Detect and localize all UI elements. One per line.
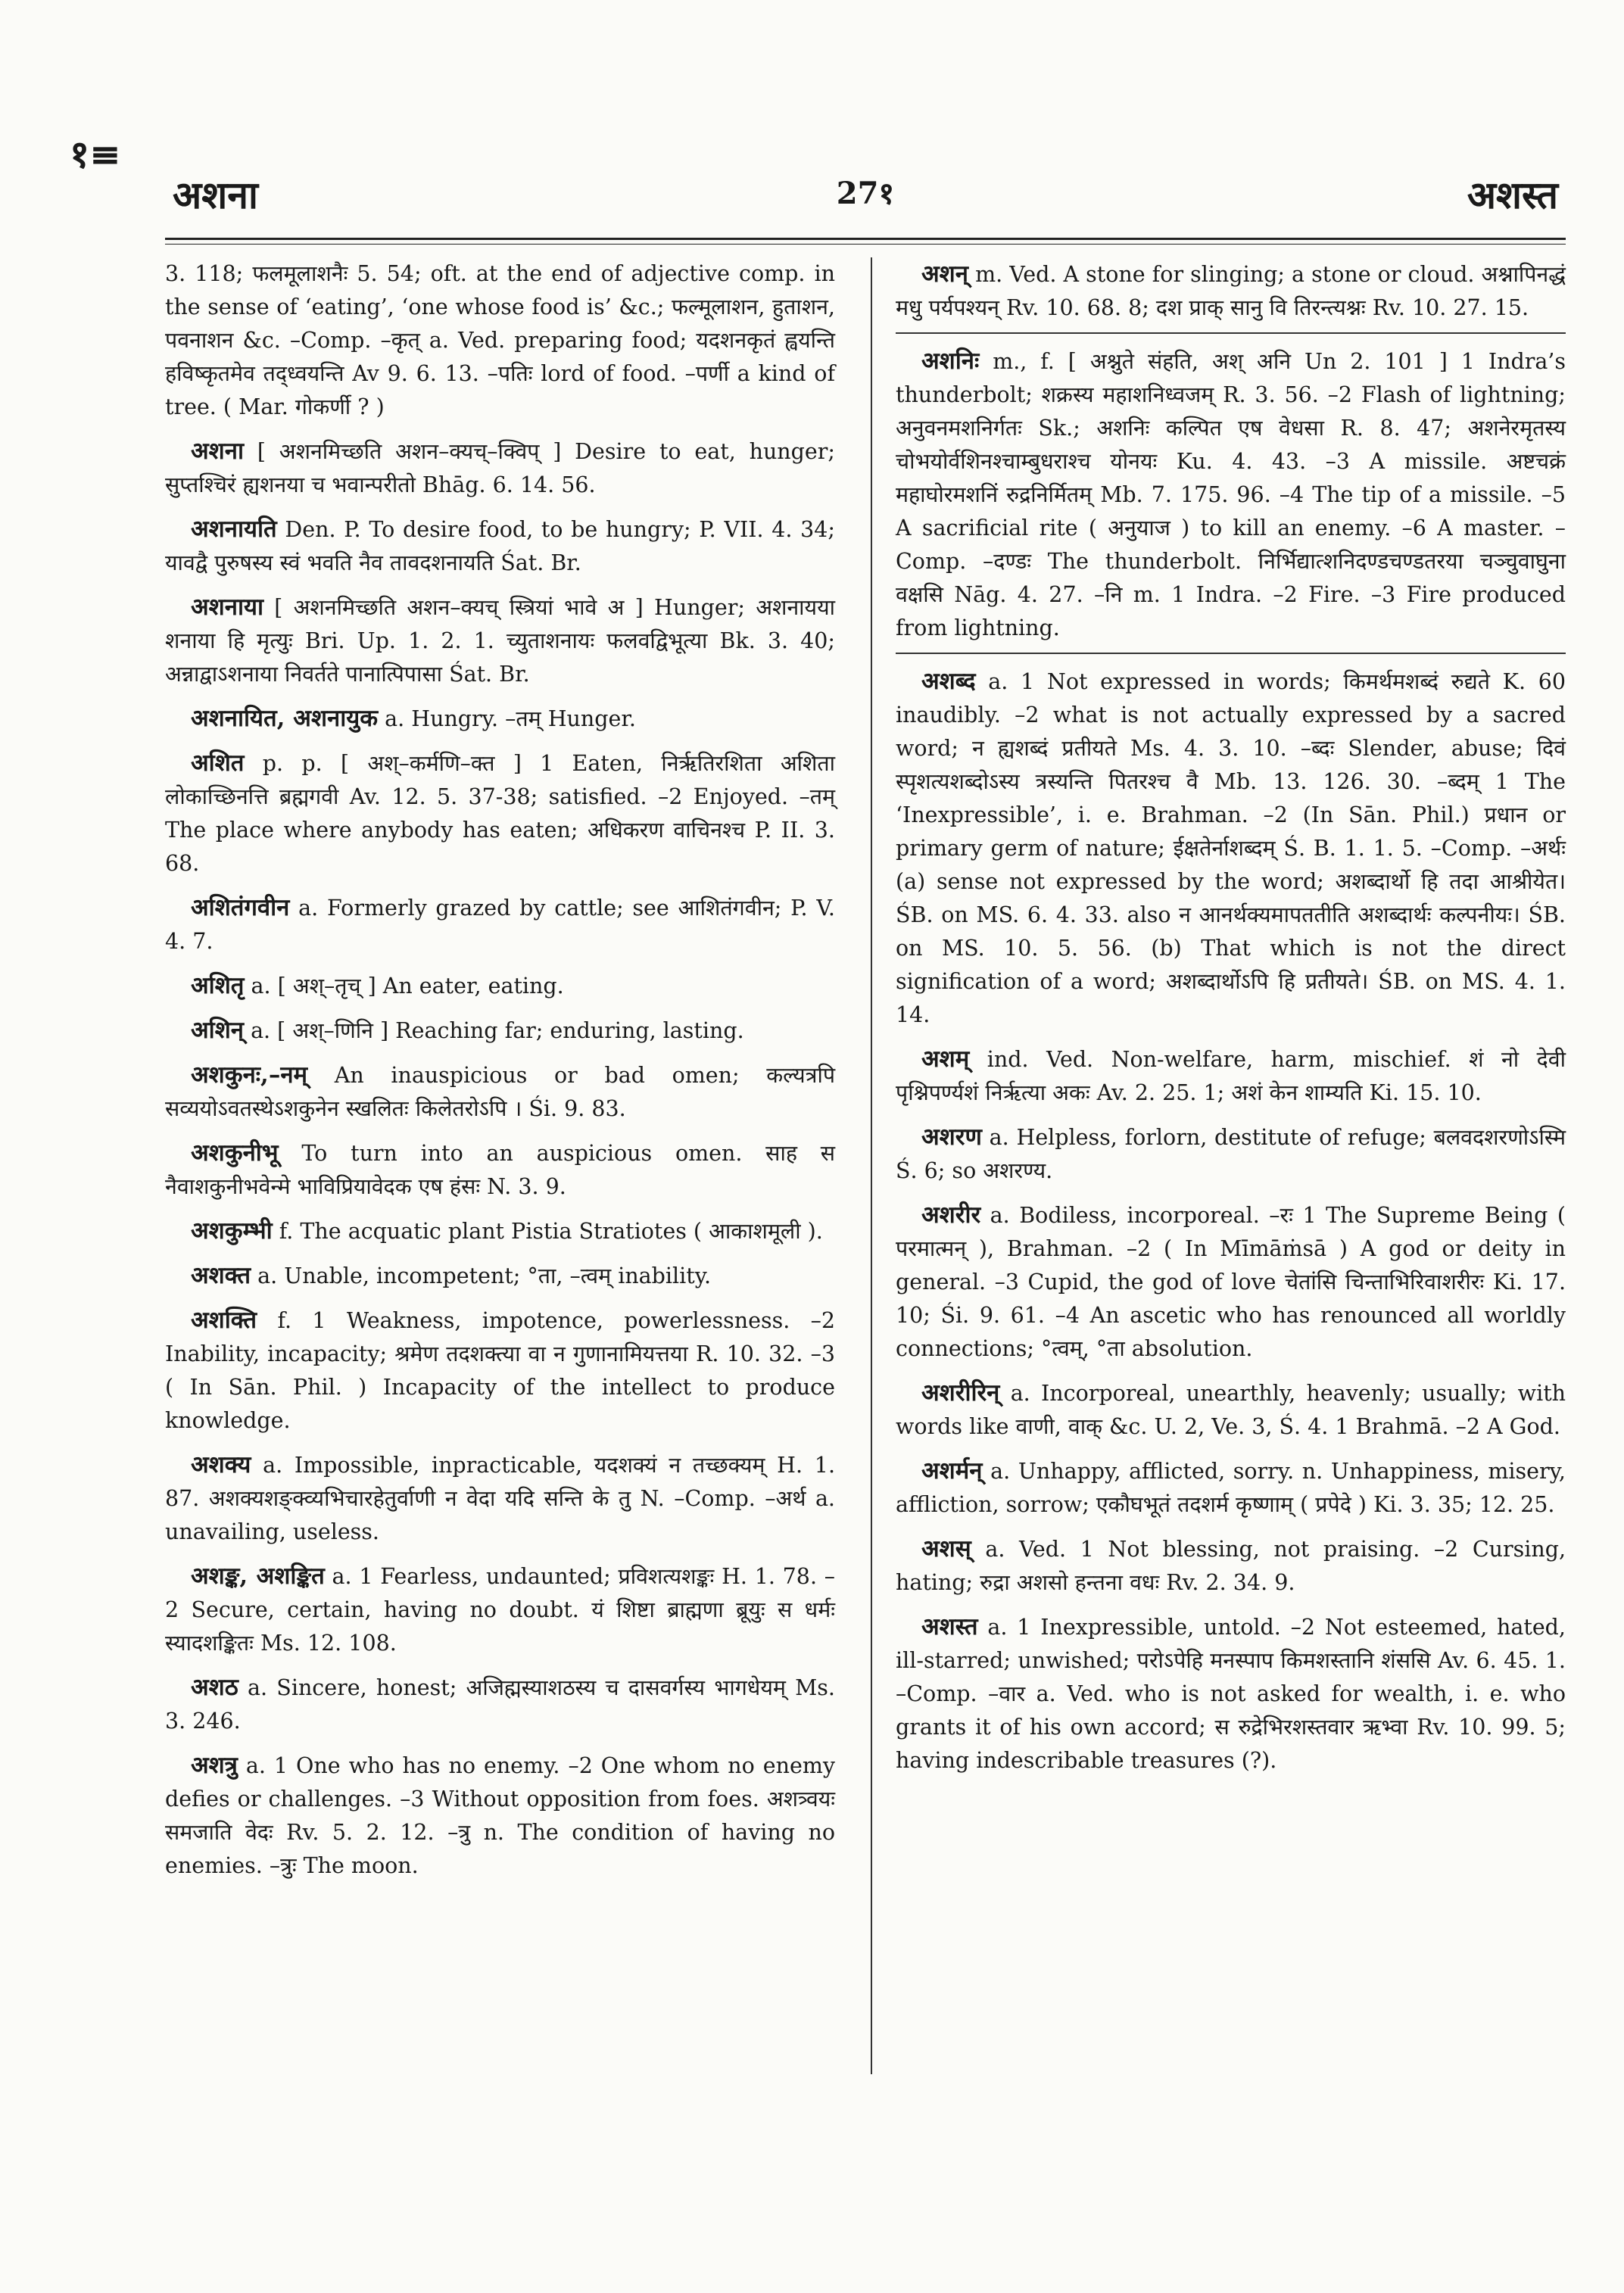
entry-definition: f. 1 Weakness, impotence, powerlessness. –2 Inability, incapacity; श्रमेण तदशक्त्या वा न गुणानामियत्तया R. 10. 32. –3 ( In Sān. Phil. ) Incapacity of the intellect to produce knowledge.: [165, 1308, 835, 1433]
entry-definition: a. Hungry. –तम् Hunger.: [385, 706, 636, 731]
entry-headword: अशिन्: [191, 1017, 244, 1044]
entry-definition: ind. Ved. Non-welfare, harm, mischief. शं नो देवी पृश्निपर्ण्यशं निर्ऋत्या अकः Av. 2. 25. 1; अशं केन शाम्यति Ki. 15. 10.: [896, 1047, 1566, 1105]
dictionary-entry: [165, 1136, 835, 1204]
dictionary-entry: [165, 1559, 835, 1660]
entry-definition: [ अशनमिच्छति अशन–क्यच् स्त्रियां भावे अ ] Hunger; अशनायया शनाया हि मृत्युः Bri. Up. 1. 2. 1. च्युताशनायः फलवद्विभूत्या Bk. 3. 40; अन्नाद्वाऽशनाया निवर्तते पानात्पिपासा Śat. Br.: [165, 595, 835, 687]
entry-headword: अशरीर: [921, 1201, 981, 1229]
entry-definition: a. Helpless, forlorn, destitute of refuge; बलवदशरणोऽस्मि Ś. 6; so अशरण्य.: [896, 1125, 1566, 1183]
dictionary-entry: [896, 1376, 1566, 1444]
entry-definition: a. Incorporeal, unearthly, heavenly; usually; with words like वाणी, वाक् &c. U. 2, Ve. 3, Ś. 4. 1 Brahmā. –2 A God.: [896, 1381, 1566, 1439]
entry-definition: Den. P. To desire food, to be hungry; P. VII. 4. 34; यावद्वै पुरुषस्य स्वं भवति नैव तावदशनायति Śat. Br.: [165, 517, 835, 575]
dictionary-entry: [165, 746, 835, 880]
dictionary-entry: [165, 1304, 835, 1438]
dictionary-entry: [165, 590, 835, 691]
entry-headword: अशरीरिन्: [921, 1379, 1000, 1407]
entry-headword: अशत्रु: [191, 1752, 238, 1779]
entry-definition: An inauspicious or bad omen; कल्यत्रपि सव्ययोऽवतस्थेऽशकुनेन स्खलितः किलेतरोऽपि । Śi. 9. 83.: [165, 1063, 836, 1121]
entry-definition: 3. 118; फलमूलाशनैः 5. 54; oft. at the end of adjective comp. in the sense of ‘eating’, ‘one whose food is’ &c.; फल्मूलाशन, हुताशन, पवनाशन &c. –Comp. –कृत् a. Ved. preparing food; यदशनकृतं ह्वयन्ति हविष्कृतमेव तद्ध्वयन्ति Av 9. 6. 13. –पतिः lord of food. –पर्णी a kind of tree. ( Mar. गोकर्णी ? ): [165, 261, 835, 419]
entry-definition: a. Bodiless, incorporeal. –रः 1 The Supreme Being ( परमात्मन् ), Brahman. –2 ( In Mīmāṁsā ) A god or deity in general. –3 Cupid, the god of love चेतांसि चिन्ताभिरिवाशरीरः Ki. 17. 10; Śi. 9. 61. –4 An ascetic who has renounced all worldly connections; °त्वम्, °ता absolution.: [896, 1203, 1566, 1361]
entry-definition: a. [ अश्–तृच् ] An eater, eating.: [251, 974, 564, 999]
dictionary-entry: [165, 1749, 835, 1883]
dictionary-entry: [165, 1671, 835, 1738]
dictionary-entry: [896, 1610, 1566, 1777]
entry-definition: a. 1 One who has no enemy. –2 One whom no enemy defies or challenges. –3 Without opposition from foes. अशत्र्वयः समजाति वेदः Rv. 5. 2. 12. –त्रु n. The condition of having no enemies. –त्रुः The moon.: [165, 1753, 836, 1878]
entry-headword: अशनायित, अशनायुक: [191, 705, 379, 732]
entry-definition: a. Unable, incompetent; °ता, –त्वम् inability.: [257, 1263, 712, 1288]
dictionary-entry: [896, 344, 1566, 654]
dictionary-entry: [165, 891, 835, 958]
column-divider: [871, 257, 872, 2074]
entry-definition: m., f. [ अश्नुते संहति, अश् अनि Un 2. 101 ] 1 Indra’s thunderbolt; शक्रस्य महाशनिध्वजम् R. 3. 56. –2 Flash of lightning; अनुवनमशनिर्गतः Sk.; अशनिः कल्पित एष वेधसा R. 8. 47; अशनेरमृतस्य चोभयोर्वशिनश्चाम्बुधराश्च योनयः Ku. 4. 43. –3 A missile. अष्टचक्रं महाघोरमशनिं रुद्रनिर्मितम् Mb. 7. 175. 96. –4 The tip of a missile. –5 A sacrificial rite ( अनुयाज ) to kill an enemy. –6 A master. –Comp. –दण्डः The thunderbolt. निर्भिद्यात्शनिदण्डचण्डतरया चञ्चुवाघुना वक्षसि Nāg. 4. 27. –नि m. 1 Indra. –2 Fire. –3 Fire produced from lightning.: [896, 349, 1566, 640]
entry-definition: [ अशनमिच्छति अशन–क्यच्–क्विप् ] Desire to eat, hunger; सुप्तश्चिरं ह्यशनया च भवान्परीतो Bhāg. 6. 14. 56.: [165, 439, 835, 497]
dictionary-entry: [165, 969, 835, 1003]
dictionary-entry: [165, 1014, 835, 1048]
entry-definition: To turn into an auspicious omen. साह स नैवाशकुनीभवेन्मे भाविप्रियावेदक एष हंसः N. 3. 9.: [165, 1141, 835, 1199]
entry-headword: अशित: [191, 749, 245, 777]
dictionary-entry: [165, 1448, 835, 1549]
right-running-headword: अशस्त: [1467, 173, 1558, 217]
entry-headword: अशकुनीभू: [191, 1139, 279, 1167]
entry-definition: a. 1 Not expressed in words; किमर्थमशब्दं रुद्यते K. 60 inaudibly. –2 what is not actually expressed by a sacred word; न ह्यशब्दं प्रतीयते Ms. 4. 3. 10. –ब्दः Slender, abuse; दिवं स्पृशत्यशब्दोऽस्य त्रस्यन्ति पितरश्च वै Mb. 13. 126. 30. –ब्दम् 1 The ‘Inexpressible’, i. e. Brahman. –2 (In Sān. Phil.) प्रधान or primary germ of nature; ईक्षतेर्नाशब्दम् Ś. B. 1. 1. 5. –Comp. –अर्थः (a) sense not expressed by the word; अशब्दार्थो हि तदा आश्रीयेत। ŚB. on MS. 6. 4. 33. also न आनर्थक्यमापततीति अशब्दार्थः कल्पनीयः। ŚB. on MS. 10. 5. 56. (b) That which is not the direct signification of a word; अशब्दार्थोऽपि हि प्रतीयते। ŚB. on MS. 4. 1. 14.: [896, 669, 1566, 1027]
dictionary-entry: [896, 1042, 1566, 1110]
entry-headword: अशङ्क, अशङ्कित: [191, 1562, 325, 1590]
left-column: [165, 257, 835, 1893]
dictionary-entry: [896, 1454, 1566, 1522]
margin-mark: १≡: [70, 132, 121, 176]
entry-headword: अशकुम्भी: [191, 1217, 273, 1245]
dictionary-entry: [896, 1198, 1566, 1366]
right-column: [896, 257, 1566, 1788]
entry-headword: अशक्ति: [191, 1307, 257, 1334]
dictionary-entry: [896, 1532, 1566, 1600]
dictionary-entry: [165, 702, 835, 736]
entry-definition: a. Unhappy, afflicted, sorry. n. Unhappiness, misery, affliction, sorrow; एकौघभूतं तदशर्म कृष्णाम् ( प्रपेदे ) Ki. 3. 35; 12. 25.: [896, 1459, 1566, 1517]
entry-definition: a. Impossible, inpracticable, यदशक्यं न तच्छक्यम् H. 1. 87. अशक्यशङ्क्व्यभिचारहेतुर्वाणी न वेदा यदि सन्ति के तु N. –Comp. –अर्थ a. unavailing, useless.: [165, 1453, 835, 1544]
entry-definition: p. p. [ अश्–कर्मणि–क्त ] 1 Eaten, निर्ऋतिरशिता अशिता लोकाच्छिनत्ति ब्रह्मगवी Av. 12. 5. 37-38; satisfied. –2 Enjoyed. –तम् The place where anybody has eaten; अधिकरण वाचिनश्च P. II. 3. 68.: [165, 751, 836, 876]
dictionary-entry: [165, 257, 835, 424]
entry-headword: अशब्द: [921, 668, 976, 695]
entry-definition: a. 1 Inexpressible, untold. –2 Not esteemed, hated, ill-starred; unwished; परोऽपेहि मनस्पाप किमशस्तानि शंससि Av. 6. 45. 1. –Comp. –वार a. Ved. who is not asked for wealth, i. e. who grants it of his own accord; स रुद्रेभिरशस्तवार ऋभ्वा Rv. 10. 99. 5; having indescribable treasures (?).: [896, 1615, 1566, 1773]
dictionary-entry: [165, 512, 835, 580]
entry-headword: अशितंगवीन: [191, 894, 290, 921]
entry-headword: अशक्य: [191, 1451, 251, 1478]
page-header: [165, 168, 1566, 229]
entry-headword: अशनिः: [921, 347, 980, 375]
entry-definition: a. Ved. 1 Not blessing, not praising. –2 Cursing, hating; रुद्रा अशसो हन्तना वधः Rv. 2. 34. 9.: [896, 1537, 1566, 1595]
entry-headword: अशनायति: [191, 516, 277, 543]
entry-headword: अशकुनः,–नम्: [191, 1061, 308, 1089]
dictionary-entry: [165, 1058, 835, 1126]
dictionary-entry: [165, 1259, 835, 1293]
dictionary-entry: [896, 257, 1566, 334]
dictionary-entry: [896, 1120, 1566, 1188]
entry-headword: अशनाया: [191, 594, 264, 621]
entry-headword: अशितृ: [191, 972, 245, 999]
entry-definition: a. [ अश्–णिनि ] Reaching far; enduring, lasting.: [251, 1018, 744, 1043]
header-rule: [165, 238, 1566, 240]
entry-definition: a. Formerly grazed by cattle; see आशितंगवीन; P. V. 4. 7.: [165, 896, 835, 954]
entry-definition: a. 1 Fearless, undaunted; प्रविशत्यशङ्कः H. 1. 78. –2 Secure, certain, having no doubt. यं शिष्टा ब्राह्मणा ब्रूयुः स धर्मः स्यादशङ्कितः Ms. 12. 108.: [165, 1564, 835, 1656]
entry-headword: अशस्: [921, 1535, 971, 1562]
entry-headword: अशठ: [191, 1674, 238, 1701]
left-running-headword: अशना: [173, 173, 258, 217]
entry-headword: अशम्: [921, 1045, 970, 1073]
entry-definition: m. Ved. A stone for slinging; a stone or cloud. अश्नापिनद्धं मधु पर्यपश्यन् Rv. 10. 68. 8; दश प्राक् सानु वि तिरन्त्यश्नः Rv. 10. 27. 15.: [896, 262, 1566, 320]
entry-headword: अशना: [191, 438, 244, 465]
entry-headword: अशक्त: [191, 1262, 251, 1289]
header-rule-thin: [165, 244, 1566, 245]
entry-headword: अशस्त: [921, 1613, 978, 1640]
page-number: 27१: [836, 176, 895, 211]
dictionary-entry: [165, 1214, 835, 1248]
entry-definition: f. The acquatic plant Pistia Stratiotes ( आकाशमूली ).: [279, 1219, 823, 1244]
entry-definition: a. Sincere, honest; अजिह्मस्याशठस्य च दासवर्गस्य भागधेयम् Ms. 3. 246.: [165, 1675, 835, 1734]
entry-headword: अशर्मन्: [921, 1457, 983, 1485]
entry-headword: अशरण: [921, 1123, 982, 1151]
dictionary-entry: [165, 435, 835, 502]
entry-headword: अशन्: [921, 260, 968, 288]
dictionary-entry: [896, 665, 1566, 1032]
